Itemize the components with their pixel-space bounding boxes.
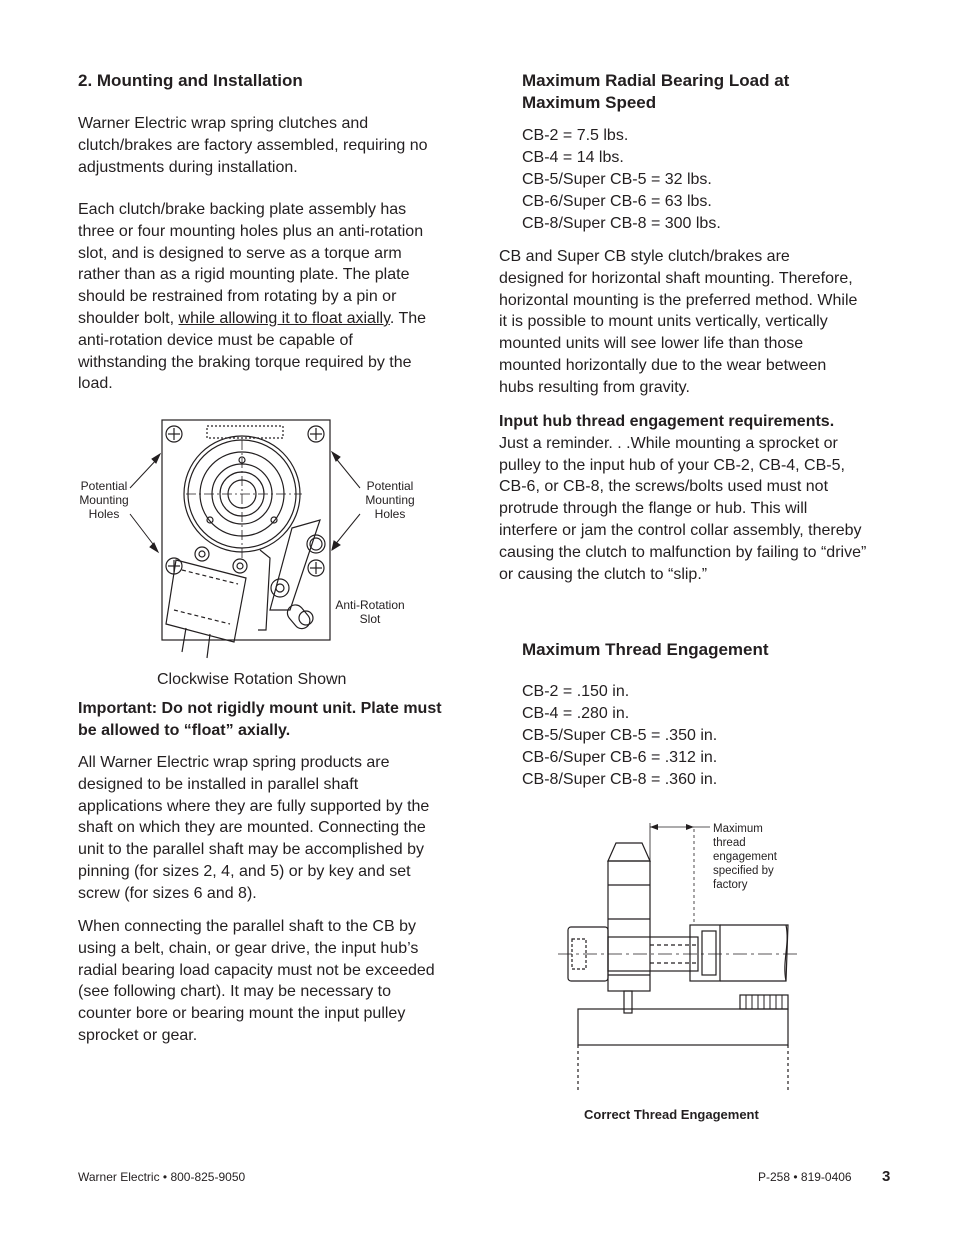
list-item: CB-2 = 7.5 lbs. (522, 127, 629, 144)
backing-plate-outline (162, 420, 330, 640)
input-hub-heading: Input hub thread engagement requirements. (499, 413, 835, 430)
footer-right: P-258 • 819-0406 (758, 1170, 852, 1184)
important-note: Important: Do not rigidly mount unit. Plate must be allowed to “float” axially. (78, 700, 442, 739)
paragraph-input-hub (499, 411, 869, 585)
paragraph-backing-plate-text1: Each clutch/brake backing plate assembly has three or four mounting holes plus an anti-rotation slot, and is designed to serve as a torque arm rather than as a rigid mounting plate. The plate should be restrained from rotating by a pin or shoulder bolt, (78, 201, 424, 327)
section-heading-mounting: 2. Mounting and Installation (78, 71, 303, 90)
paragraph-horizontal-mounting: CB and Super CB style clutch/brakes are designed for horizontal shaft mounting. Therefore, horizontal mounting is the preferred method. While it is possible to mount units vertically, vertically mounted units will see lower life than those mounted horizontally due to the wear between hubs resulting from gravity. (499, 248, 858, 396)
sprocket-top (608, 843, 650, 861)
arrow-lower-right (334, 514, 360, 546)
hub-shaft (720, 925, 788, 981)
figure1-caption: Clockwise Rotation Shown (157, 671, 347, 688)
label-left-line1: Potential (80, 479, 128, 493)
list-item: CB-4 = 14 lbs. (522, 149, 624, 166)
label-slot-line2: Slot (359, 612, 381, 626)
annotation-line3: engagement (713, 851, 777, 863)
arrow-upper-right (334, 456, 360, 488)
solenoid-block (166, 547, 247, 658)
list-item: CB-8/Super CB-8 = 300 lbs. (522, 215, 721, 232)
list-item: CB-5/Super CB-5 = .350 in. (522, 727, 718, 744)
annotation-line5: factory (713, 879, 748, 891)
label-slot-line1: Anti-Rotation (335, 598, 405, 612)
list-item: CB-6/Super CB-6 = 63 lbs. (522, 193, 712, 210)
annotation-line1: Maximum (713, 823, 763, 835)
list-item: CB-4 = .280 in. (522, 705, 630, 722)
label-right-line1: Potential (366, 479, 414, 493)
radial-load-list (522, 125, 721, 235)
base-plate (578, 1009, 788, 1045)
label-right-line3: Holes (374, 507, 406, 521)
paragraph-radial-load: When connecting the parallel shaft to the CB by using a belt, chain, or gear drive, the input hub’s radial bearing load capacity must not be exceeded (see following chart). It may be necessary to counter bore or bearing mount the input pulley sprocket or gear. (78, 918, 435, 1044)
label-left-line2: Mounting (79, 493, 129, 507)
list-item: CB-5/Super CB-5 = 32 lbs. (522, 171, 712, 188)
anti-rotation-arm (258, 520, 325, 630)
label-left-line3: Holes (88, 507, 120, 521)
paragraph-parallel-shaft: All Warner Electric wrap spring products are designed to be installed in parallel shaft applications where they are fully supported by the shaft on which they are mounted. Connecting the unit to the parallel shaft may be accomplished by pinning (for sizes 2, 4, and 5) or by key and set screw (for sizes 6 and 8). (78, 754, 430, 902)
hub-assembly (184, 436, 302, 560)
label-right-line2: Mounting (365, 493, 415, 507)
annotation-line4: specified by (713, 865, 774, 877)
paragraph-factory-assembled: Warner Electric wrap spring clutches and clutch/brakes are factory assembled, requiring no adjustments during installation. (78, 115, 428, 176)
paragraph-backing-plate-text2: . The anti-rotation device must be capable of withstanding the braking torque required by the load. (78, 309, 427, 393)
footer-left: Warner Electric • 800-825-9050 (78, 1170, 246, 1184)
list-item: CB-6/Super CB-6 = .312 in. (522, 749, 718, 766)
list-item: CB-2 = .150 in. (522, 683, 630, 700)
arrow-upper-left (130, 458, 158, 488)
annotation-line2: thread (713, 837, 746, 849)
figure2-caption: Correct Thread Engagement (584, 1107, 759, 1122)
section-heading-thread: Maximum Thread Engagement (522, 640, 769, 659)
radial-heading-line2: Maximum Speed (522, 93, 657, 112)
backing-plate-figure (70, 410, 450, 660)
arrow-lower-left (130, 514, 156, 548)
paragraph-backing-plate (78, 199, 446, 395)
list-item: CB-8/Super CB-8 = .360 in. (522, 771, 718, 788)
mounting-hole-icon (166, 426, 182, 442)
thread-engagement-figure (550, 815, 810, 1100)
radial-heading-line1: Maximum Radial Bearing Load at (522, 71, 790, 90)
mounting-hole-icon (308, 560, 324, 576)
float-axially-underline: while allowing it to float axially (178, 309, 390, 327)
section-heading-radial-load (522, 70, 789, 114)
mounting-hole-icon (308, 426, 324, 442)
page-number: 3 (882, 1168, 891, 1185)
thread-engagement-list (522, 681, 717, 791)
input-hub-text: Just a reminder. . .While mounting a sprocket or pulley to the input hub of your CB-2, CB-4, CB-5, CB-6, or CB-8, the screws/bolts used must not protrude through the flange or hub. This will interfere or jam the control collar assembly, thereby causing the clutch to malfunction by failing to “drive” or causing the clutch to “slip.” (499, 434, 867, 583)
